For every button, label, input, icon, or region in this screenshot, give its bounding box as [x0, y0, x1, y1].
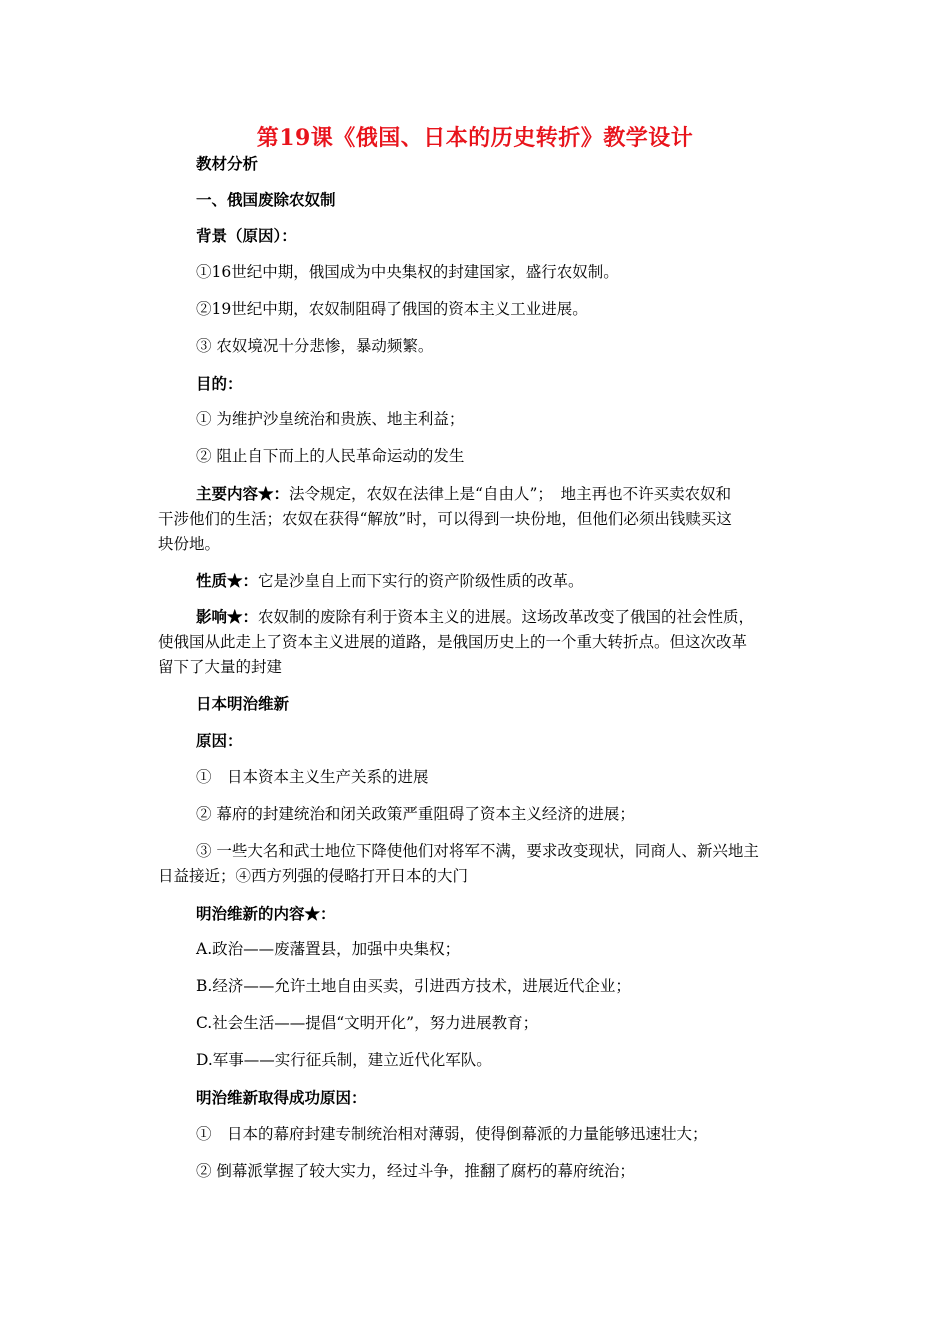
background-item: ③ 农奴境况十分悲惨，暴动频繁。: [196, 337, 434, 355]
part1-heading: 一、俄国废除农奴制: [196, 190, 336, 209]
background-item: ①16世纪中期，俄国成为中央集权的封建国家，盛行农奴制。: [196, 263, 619, 281]
content-line: 块份地。: [158, 535, 221, 553]
meiji-content-item: B.经济——允许土地自由买卖，引进西方技术，进展近代企业；: [196, 977, 631, 995]
nature-text: 它是沙皇自上而下实行的资产阶级性质的改革。: [258, 572, 584, 590]
background-label: 背景（原因）：: [196, 226, 297, 245]
cause-item: ① 日本资本主义生产关系的进展: [196, 768, 429, 786]
content-paragraph: [158, 481, 808, 557]
nature-line: [196, 568, 584, 594]
cause-label: 原因：: [196, 731, 243, 750]
document-title: 第19课《俄国、日本的历史转折》教学设计: [256, 125, 694, 151]
content-line: 法令规定，农奴在法律上是“自由人”； 地主再也不许买卖农奴和: [289, 485, 732, 503]
meiji-content-item: C.社会生活——提倡“文明开化”，努力进展教育；: [196, 1014, 539, 1032]
background-item: ②19世纪中期，农奴制阻碍了俄国的资本主义工业进展。: [196, 300, 588, 318]
nature-label: 性质★：: [196, 571, 259, 590]
cause-item3-paragraph: [158, 839, 808, 889]
cause-item3-line: ③ 一些大名和武士地位下降使他们对将军不满，要求改变现状，同商人、新兴地主: [196, 842, 759, 860]
cause-item3-line: 日益接近；④西方列强的侵略打开日本的大门: [158, 867, 469, 885]
impact-label: 影响★：: [196, 607, 259, 626]
success-label: 明治维新取得成功原因：: [196, 1088, 367, 1107]
part2-heading: 日本明治维新: [196, 694, 290, 713]
meiji-content-label: 明治维新的内容★：: [196, 904, 336, 923]
purpose-item: ② 阻止自下而上的人民革命运动的发生: [196, 447, 465, 465]
cause-item: ② 幕府的封建统治和闭关政策严重阻碍了资本主义经济的进展；: [196, 805, 635, 823]
impact-line: 使俄国从此走上了资本主义进展的道路，是俄国历史上的一个重大转折点。但这次改革: [158, 633, 748, 651]
purpose-label: 目的：: [196, 374, 243, 393]
content-label: 主要内容★：: [196, 484, 290, 503]
section-heading-analysis: 教材分析: [196, 154, 259, 173]
impact-line: 留下了大量的封建: [158, 658, 283, 676]
purpose-item: ① 为维护沙皇统治和贵族、地主利益；: [196, 410, 465, 428]
meiji-content-item: A.政治——废藩置县，加强中央集权；: [196, 940, 461, 958]
success-item: ① 日本的幕府封建专制统治相对薄弱，使得倒幕派的力量能够迅速壮大；: [196, 1125, 708, 1143]
success-item: ② 倒幕派掌握了较大实力，经过斗争，推翻了腐朽的幕府统治；: [196, 1162, 635, 1180]
meiji-content-item: D.军事——实行征兵制，建立近代化军队。: [196, 1051, 492, 1069]
impact-paragraph: [158, 604, 808, 680]
content-line: 干涉他们的生活；农奴在获得“解放”时，可以得到一块份地，但他们必须出钱赎买这: [158, 510, 732, 528]
impact-line: 农奴制的废除有利于资本主义的进展。这场改革改变了俄国的社会性质，: [258, 608, 755, 626]
